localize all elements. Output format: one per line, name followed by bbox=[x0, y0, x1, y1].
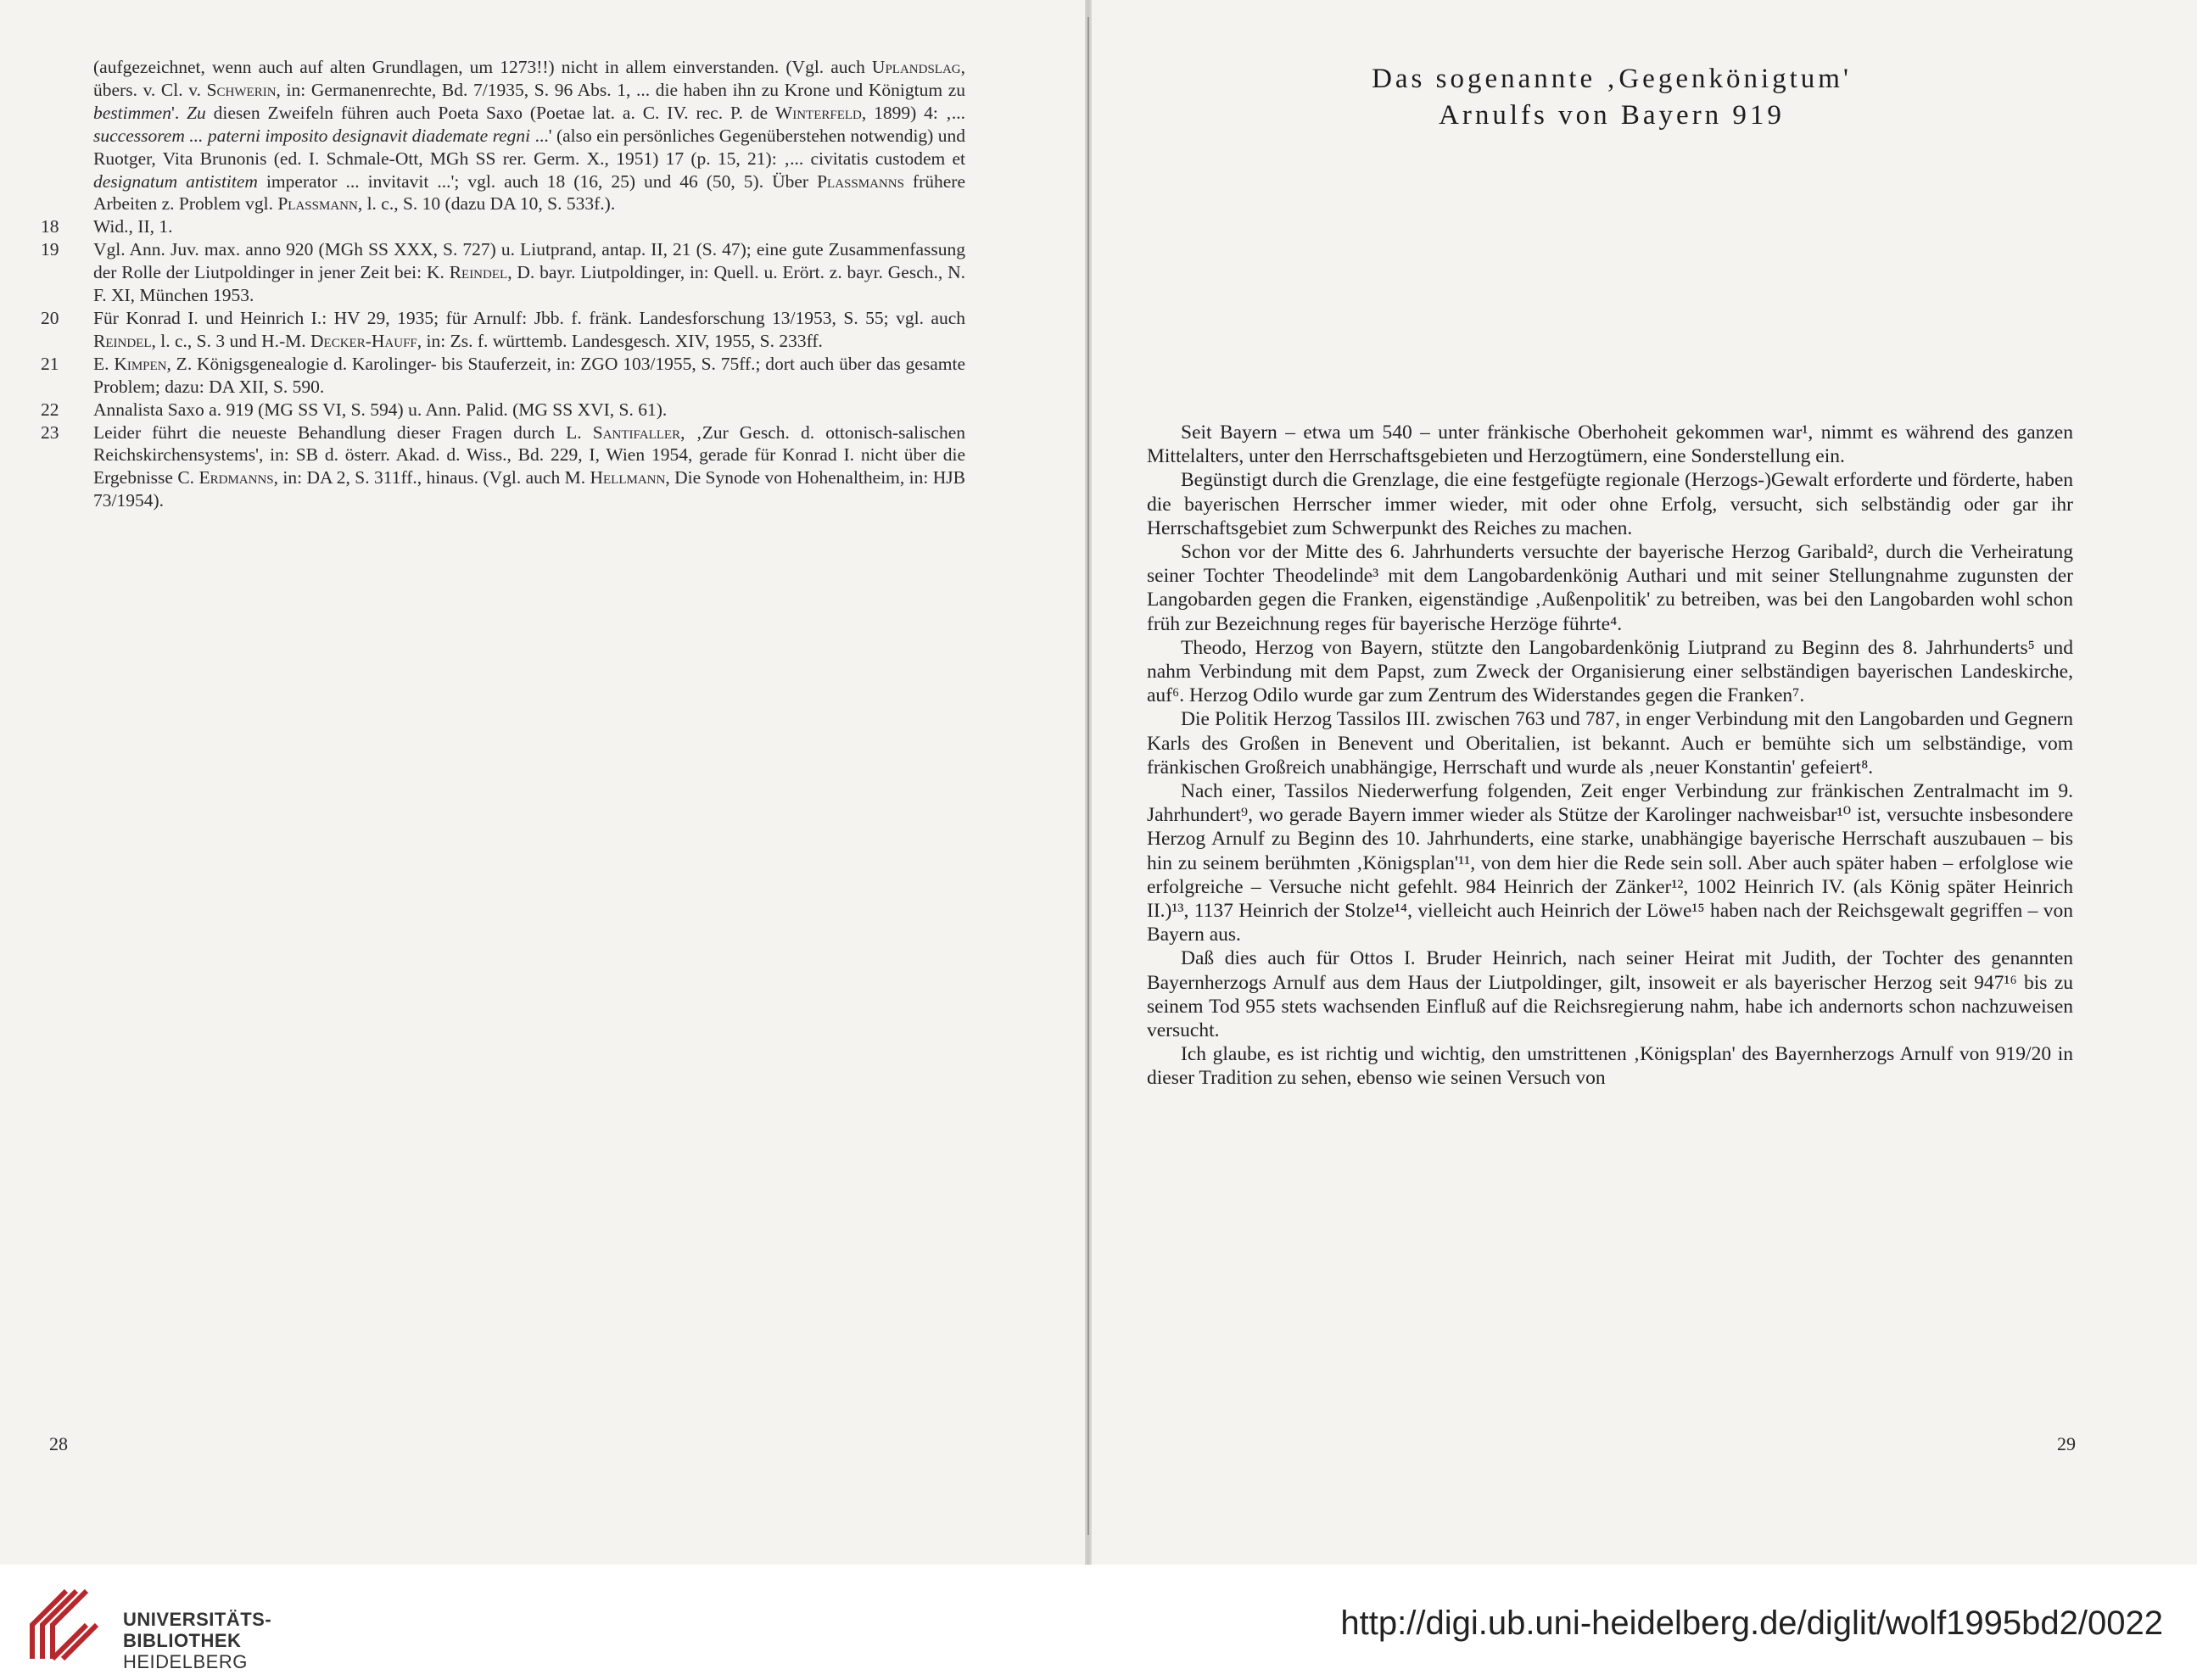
page-number-left: 28 bbox=[49, 1433, 68, 1454]
paragraph: Theodo, Herzog von Bayern, stützte den Langobardenkönig Liutprand zu Beginn des 8. Jahrhunderts⁵ und nahm Verbindung mit dem Papst, zum Zweck der Organisierung einer selbständigen bayerischen Landeskirche, auf⁶. Herzog Odilo wurde gar zum Zentrum des Widerstandes gegen die Franken⁷. bbox=[1147, 636, 2073, 707]
footnote-number: 20 bbox=[41, 307, 59, 328]
paragraph: Daß dies auch für Ottos I. Bruder Heinrich, nach seiner Heirat mit Judith, der Tochter des genannten Bayernherzogs Arnulf aus dem Haus der Liutpoldinger, gilt, insoweit er als bayerischer Herzog seit 947¹⁶ bis zu seinem Tod 955 stets wachsenden Einfluß auf die Reichsregierung nahm, habe ich andernorts schon nachzuweisen versucht. bbox=[1147, 947, 2073, 1042]
footnote-19 bbox=[41, 238, 965, 307]
footnote-text: Annalista Saxo a. 919 (MG SS VI, S. 594) u. Ann. Palid. (MG SS XVI, S. 61). bbox=[93, 399, 668, 420]
footnote-number: 22 bbox=[41, 399, 59, 420]
document-url[interactable]: http://digi.ub.uni-heidelberg.de/diglit/wolf1995bd2/0022 bbox=[1340, 1605, 2163, 1642]
footnote-continuation: (aufgezeichnet, wenn auch auf alten Grundlagen, um 1273!!) nicht in allem einverstanden. (Vgl. auch Uplandslag, übers. v. Cl. v. Schwerin, in: Germanenrechte, Bd. 7/1935, S. 96 Abs. 1, ... die haben ihn zu Krone und Königtum zu bestimmen'. Zu diesen Zweifeln führen auch Poeta Saxo (Poetae lat. a. C. IV. rec. P. de Winterfeld, 1899) 4: ‚... successorem ... paterni imposito designavit diademate regni ...' (also ein persönliches Gegenüberstehen notwendig) und Ruotger, Vita Brunonis (ed. I. Schmale-Ott, MGh SS rer. Germ. X., 1951) 17 (p. 15, 21): ‚... civitatis custodem et designatum antistitem imperator ... invitavit ...'; vgl. auch 18 (16, 25) und 46 (50, 5). Über Plassmanns frühere Arbeiten z. Problem vgl. Plassmann, l. c., S. 10 (dazu DA 10, S. 533f.). bbox=[93, 57, 966, 215]
footnote-21 bbox=[41, 353, 965, 399]
paragraph: Begünstigt durch die Grenzlage, die eine festgefügte regionale (Herzogs-)Gewalt erforderte und förderte, haben die bayerischen Herrscher immer wieder, mit oder ohne Erfolg, versucht, sich selbständig oder gar ihr Herrschaftsgebiet zum Schwerpunkt des Reiches zu machen. bbox=[1147, 469, 2073, 539]
gutter-line bbox=[1087, 17, 1089, 1535]
footnote-23 bbox=[41, 421, 965, 513]
footnote-number: 21 bbox=[41, 353, 59, 374]
paragraph: Die Politik Herzog Tassilos III. zwischen 763 und 787, in enger Verbindung mit den Langobarden und Gegnern Karls des Großen in Benevent und Oberitalien, ist bekannt. Auch er bemühte sich um selbständige, vom fränkischen Großreich unabhängige, Herrschaft und wurde als ‚neuer Konstantin' gefeiert⁸. bbox=[1147, 708, 2073, 779]
paragraph: Ich glaube, es ist richtig und wichtig, den umstrittenen ‚Königsplan' des Bayernherzogs Arnulf von 919/20 in dieser Tradition zu sehen, ebenso wie seinen Versuch von bbox=[1147, 1043, 2073, 1090]
footnotes bbox=[41, 56, 965, 512]
paragraph: Seit Bayern – etwa um 540 – unter fränkische Oberhoheit gekommen war¹, nimmt es während des ganzen Mittelalters, unter den Herrschaftsgebieten und Herzogtümern, eine Sonderstellung ein. bbox=[1147, 421, 2073, 468]
footnote-text: Für Konrad I. und Heinrich I.: HV 29, 1935; für Arnulf: Jbb. f. fränk. Landesforschung 13/1953, S. 55; vgl. auch Reindel, l. c., S. 3 und H.-M. Decker-Hauff, in: Zs. f. württemb. Landesgesch. XIV, 1955, S. 233ff. bbox=[93, 307, 965, 351]
footnote-text: Leider führt die neueste Behandlung dieser Fragen durch L. Santifaller, ‚Zur Gesch. d. ottonisch-salischen Reichskirchensystems', in: SB d. österr. Akad. d. Wiss., Bd. 229, I, Wien 1954, gerade für Konrad I. nicht über die Ergebnisse C. Erdmanns, in: DA 2, S. 311ff., hinaus. (Vgl. auch M. Hellmann, Die Synode von Hohenaltheim, in: HJB 73/1954). bbox=[93, 421, 965, 511]
footnote-18 bbox=[41, 215, 965, 238]
heading-line-1: Das sogenannte ‚Gegenkönigtum' bbox=[1372, 64, 1852, 94]
footnote-number: 23 bbox=[41, 421, 59, 443]
heading-line-2: Arnulfs von Bayern 919 bbox=[1439, 100, 1785, 131]
footnote-text: Vgl. Ann. Juv. max. anno 920 (MGh SS XXX, S. 727) u. Liutprand, antap. II, 21 (S. 47); eine gute Zusammenfassung der Rolle der Liutpoldinger in jener Zeit bei: K. Reindel, D. bayr. Liutpoldinger, in: Quell. u. Erört. z. bayr. Gesch., N. F. XI, München 1953. bbox=[93, 239, 965, 306]
paragraph: Nach einer, Tassilos Niederwerfung folgenden, Zeit enger Verbindung zur fränkischen Zentralmacht im 9. Jahrhundert⁹, wo gerade Bayern immer wieder als Stütze der Karolinger nachweisbar¹⁰ ist, versuchte insbesondere Herzog Arnulf zu Beginn des 10. Jahrhunderts, eine starke, unabhängige bayerische Herrschaft auszubauen – bis hin zu seinem berühmten ‚Königsplan'¹¹, von dem hier die Rede sein soll. Aber auch später haben – erfolglose wie erfolgreiche – Versuche nicht gefehlt. 984 Heinrich der Zänker¹², 1002 Heinrich IV. (als König später Heinrich II.)¹³, 1137 Heinrich der Stolze¹⁴, vielleicht auch Heinrich der Löwe¹⁵ haben nach der Reichsgewalt gegriffen – von Bayern aus. bbox=[1147, 780, 2073, 946]
paragraph: Schon vor der Mitte des 6. Jahrhunderts versuchte der bayerische Herzog Garibald², durch die Verheiratung seiner Tochter Theodelinde³ mit dem Langobardenkönig Authari und mit seiner Stellungnahme zugunsten der Langobarden gegen die Franken, eigenständige ‚Außenpolitik' zu betreiben, was bei den Langobarden wohl schon früh zur Bezeichnung reges für bayerische Herzöge führte⁴. bbox=[1147, 541, 2073, 635]
library-logo-icon bbox=[24, 1586, 109, 1662]
footnote-22 bbox=[41, 399, 965, 421]
footnote-text: Wid., II, 1. bbox=[93, 216, 173, 237]
footnote-20 bbox=[41, 307, 965, 353]
footnote-text: E. Kimpen, Z. Königsgenealogie d. Karolinger- bis Stauferzeit, in: ZGO 103/1955, S. 75ff.; dort auch über das gesamte Problem; dazu: DA XII, S. 590. bbox=[93, 353, 965, 397]
library-logo-text: UNIVERSITÄTS- BIBLIOTHEK HEIDELBERG bbox=[123, 1609, 272, 1672]
body-text bbox=[1147, 421, 2073, 1091]
chapter-heading bbox=[1272, 61, 1951, 134]
footnote-number: 18 bbox=[41, 216, 59, 237]
page-number-right: 29 bbox=[2057, 1433, 2076, 1454]
footnote-number: 19 bbox=[41, 239, 59, 260]
